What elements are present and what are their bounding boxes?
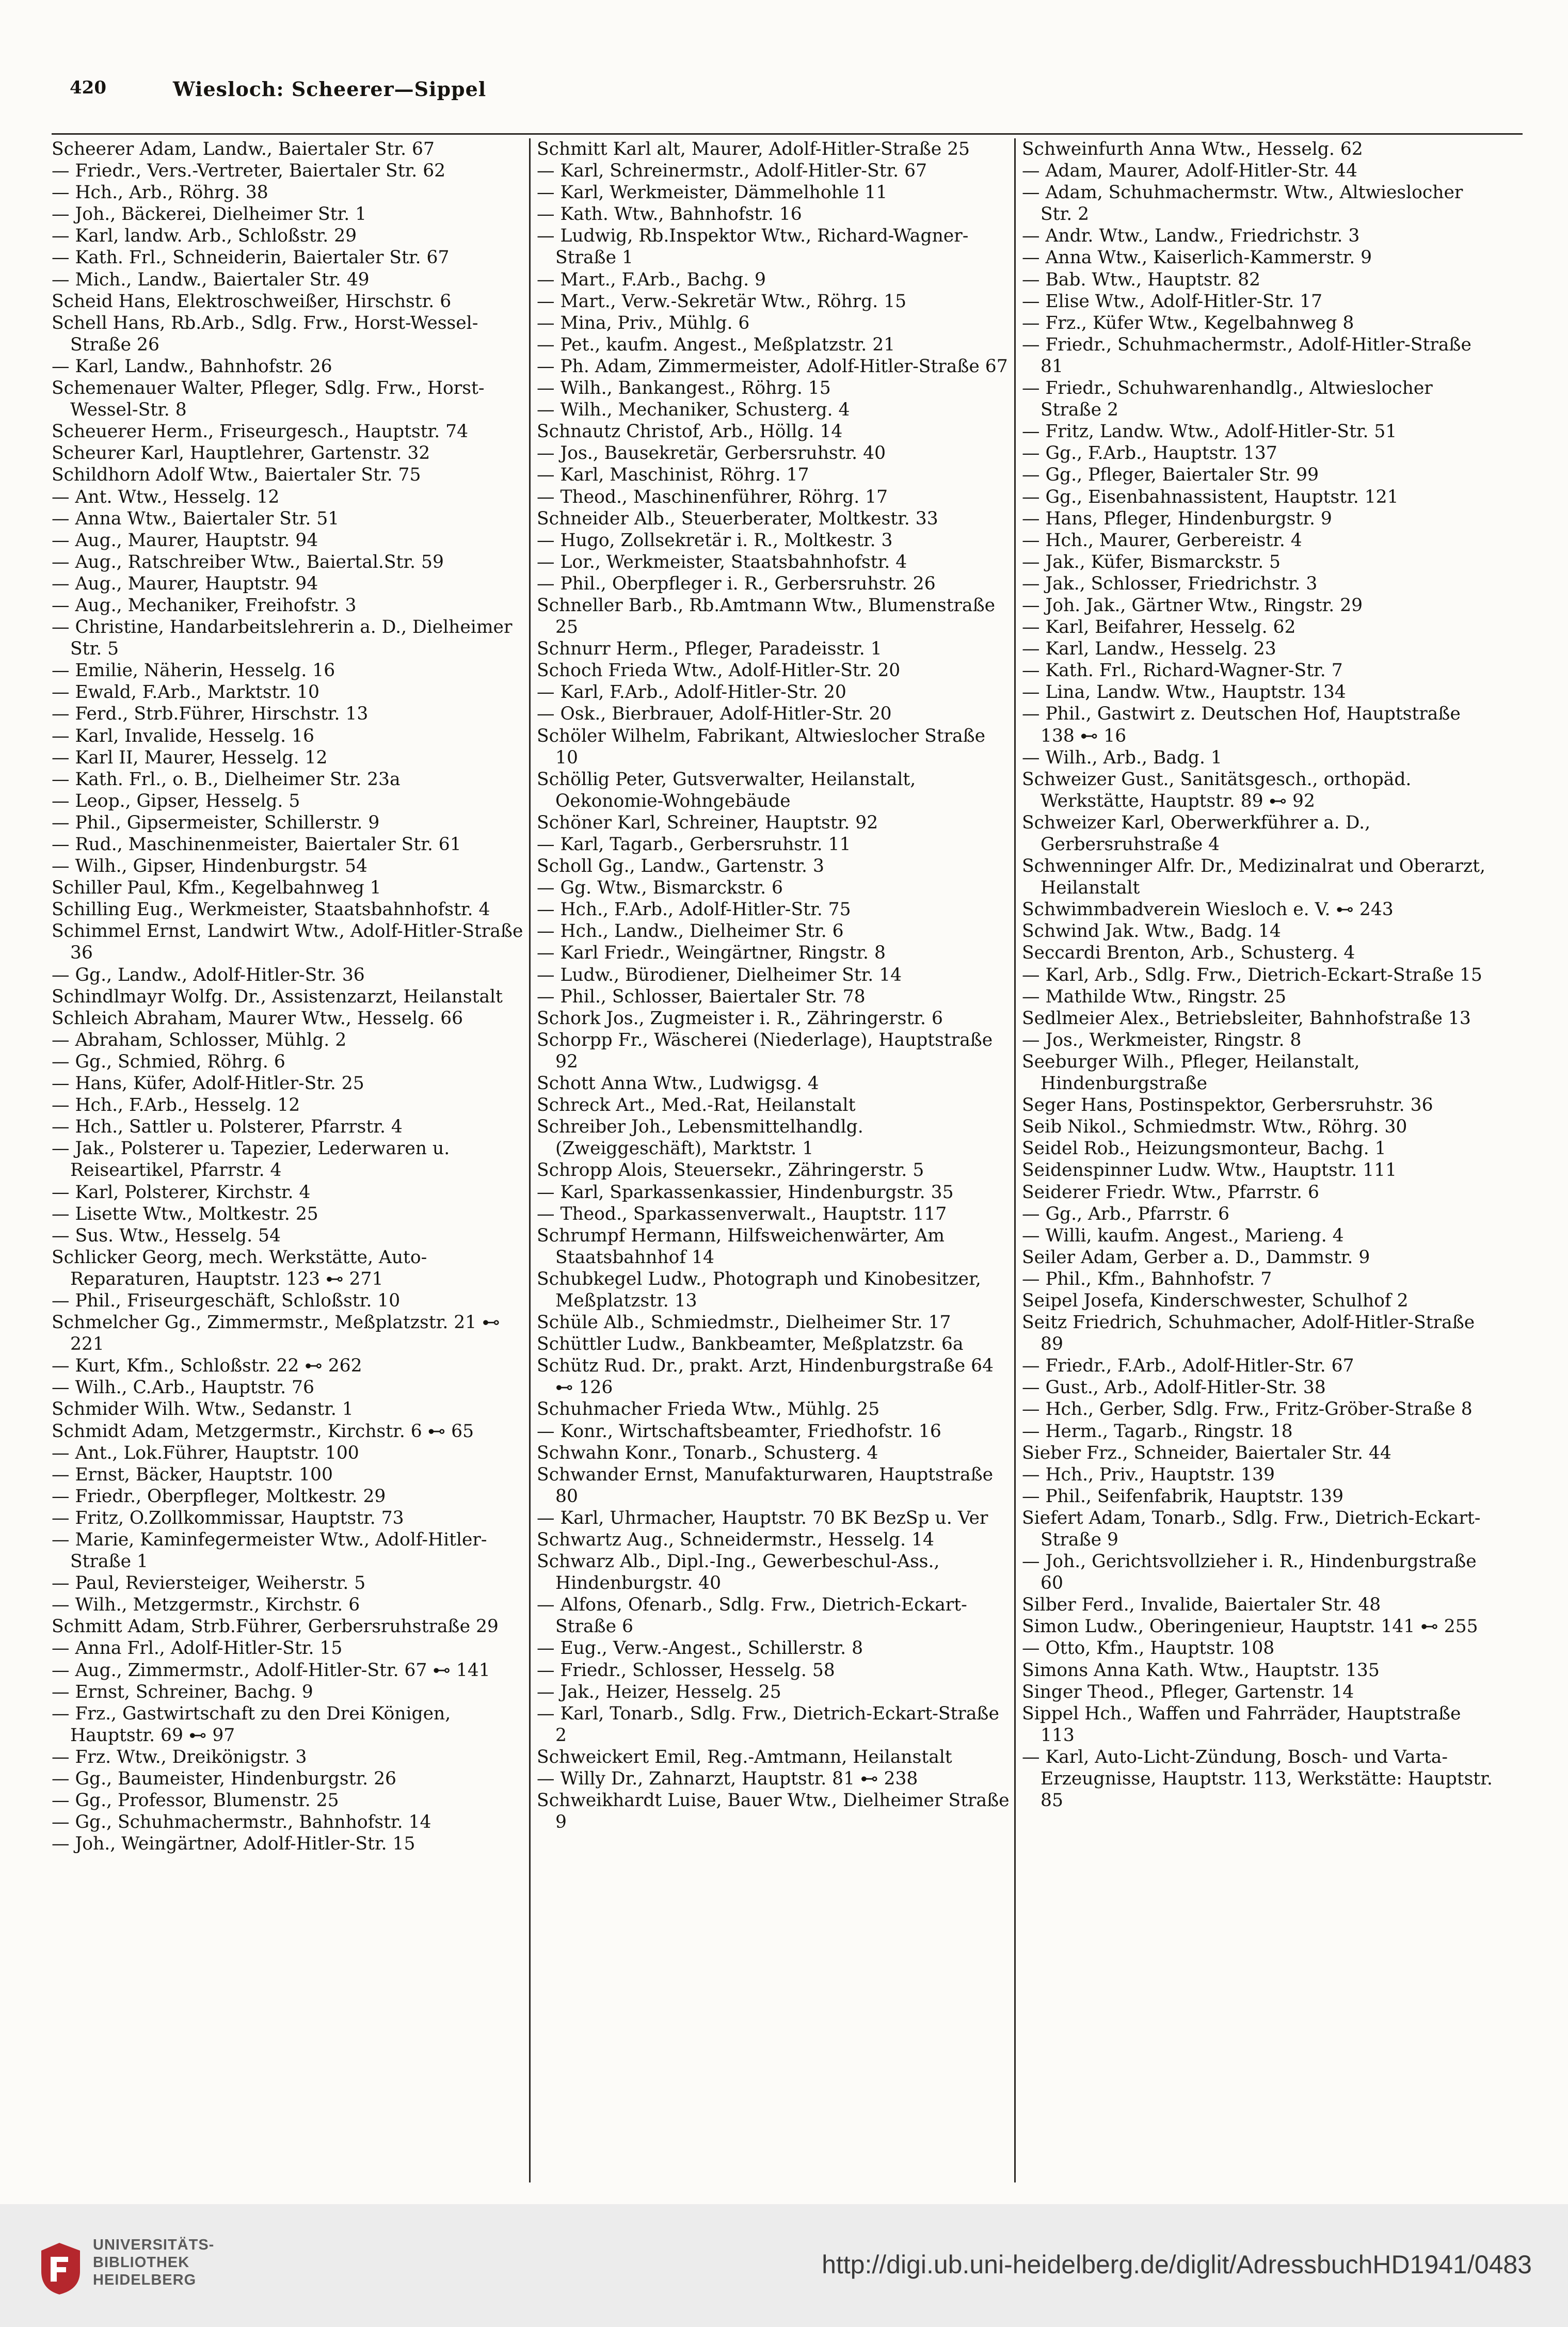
- directory-entry: Sedlmeier Alex., Betriebsleiter, Bahnhofstraße 13: [1022, 1008, 1471, 1029]
- directory-entry: Schropp Alois, Steuersekr., Zähringerstr. 5: [537, 1160, 924, 1181]
- column-divider: [1014, 138, 1016, 2182]
- directory-entry: — Paul, Reviersteiger, Weiherstr. 5: [52, 1573, 366, 1594]
- directory-entry: Schwahn Konr., Tonarb., Schusterg. 4: [537, 1442, 878, 1463]
- directory-entry: Schweinfurth Anna Wtw., Hesselg. 62: [1022, 139, 1363, 160]
- directory-entry: — Karl II, Maurer, Hesselg. 12: [52, 747, 328, 768]
- directory-entry: Schweizer Gust., Sanitätsgesch., orthopäd. Werkstätte, Hauptstr. 89 ⊷ 92: [1022, 769, 1412, 811]
- directory-entry: — Hch., Landw., Dielheimer Str. 6: [537, 921, 844, 942]
- directory-entry: — Ernst, Schreiner, Bachg. 9: [52, 1681, 313, 1702]
- directory-entry: — Karl Friedr., Weingärtner, Ringstr. 8: [537, 943, 886, 964]
- directory-entry: Seib Nikol., Schmiedmstr. Wtw., Röhrg. 30: [1022, 1117, 1407, 1138]
- directory-entry: — Karl, Landw., Hesselg. 23: [1022, 639, 1276, 660]
- directory-entry: — Willi, kaufm. Angest., Marieng. 4: [1022, 1225, 1344, 1246]
- directory-entry: — Alfons, Ofenarb., Sdlg. Frw., Dietrich-Eckart-Straße 6: [537, 1595, 967, 1637]
- directory-entry: — Bab. Wtw., Hauptstr. 82: [1022, 269, 1260, 290]
- directory-entry: — Gg., Landw., Adolf-Hitler-Str. 36: [52, 964, 365, 985]
- directory-entry: Singer Theod., Pfleger, Gartenstr. 14: [1022, 1681, 1354, 1702]
- directory-entry: — Gg., Professor, Blumenstr. 25: [52, 1790, 339, 1811]
- directory-entry: Schwartz Aug., Schneidermstr., Hesselg. 14: [537, 1529, 934, 1550]
- directory-entry: — Abraham, Schlosser, Mühlg. 2: [52, 1029, 347, 1050]
- directory-entry: — Ant., Lok.Führer, Hauptstr. 100: [52, 1442, 359, 1463]
- directory-entry: — Wilh., Gipser, Hindenburgstr. 54: [52, 856, 367, 877]
- directory-entry: — Eug., Verw.-Angest., Schillerstr. 8: [537, 1638, 863, 1659]
- directory-entry: Schimmel Ernst, Landwirt Wtw., Adolf-Hitler-Straße 36: [52, 921, 523, 964]
- directory-entry: Simons Anna Kath. Wtw., Hauptstr. 135: [1022, 1660, 1380, 1681]
- column-1: [52, 138, 526, 2182]
- directory-entry: — Phil., Gastwirt z. Deutschen Hof, Hauptstraße 138 ⊷ 16: [1022, 704, 1461, 746]
- directory-columns: [52, 138, 1523, 2182]
- directory-entry: Scholl Gg., Landw., Gartenstr. 3: [537, 856, 824, 877]
- directory-entry: Schöler Wilhelm, Fabrikant, Altwieslocher Straße 10: [537, 725, 986, 768]
- directory-entry: — Hans, Pfleger, Hindenburgstr. 9: [1022, 508, 1332, 529]
- directory-entry: Schwenninger Alfr. Dr., Medizinalrat und Oberarzt, Heilanstalt: [1022, 856, 1486, 899]
- directory-entry: Schnurr Herm., Pfleger, Paradeisstr. 1: [537, 639, 882, 660]
- directory-entry: — Phil., Gipsermeister, Schillerstr. 9: [52, 812, 380, 833]
- directory-entry: — Mart., Verw.-Sekretär Wtw., Röhrg. 15: [537, 291, 907, 312]
- directory-entry: — Mina, Priv., Mühlg. 6: [537, 312, 750, 333]
- directory-entry: — Willy Dr., Zahnarzt, Hauptstr. 81 ⊷ 238: [537, 1768, 918, 1790]
- directory-entry: — Friedr., Oberpfleger, Moltkestr. 29: [52, 1486, 386, 1507]
- directory-entry: — Gg. Wtw., Bismarckstr. 6: [537, 878, 783, 899]
- directory-entry: Seitz Friedrich, Schuhmacher, Adolf-Hitler-Straße 89: [1022, 1312, 1475, 1355]
- directory-entry: Schindlmayr Wolfg. Dr., Assistenzarzt, Heilanstalt: [52, 986, 503, 1007]
- directory-entry: Scheuerer Herm., Friseurgesch., Hauptstr. 74: [52, 421, 469, 442]
- directory-entry: — Leop., Gipser, Hesselg. 5: [52, 790, 300, 811]
- directory-entry: — Ferd., Strb.Führer, Hirschstr. 13: [52, 704, 369, 725]
- directory-entry: Siefert Adam, Tonarb., Sdlg. Frw., Dietrich-Eckart-Straße 9: [1022, 1507, 1481, 1550]
- directory-entry: — Jak., Küfer, Bismarckstr. 5: [1022, 551, 1281, 572]
- directory-entry: — Ludw., Bürodiener, Dielheimer Str. 14: [537, 964, 902, 985]
- directory-entry: Silber Ferd., Invalide, Baiertaler Str. 48: [1022, 1595, 1381, 1616]
- directory-entry: Schreck Art., Med.-Rat, Heilanstalt: [537, 1095, 856, 1116]
- directory-entry: — Karl, F.Arb., Adolf-Hitler-Str. 20: [537, 682, 846, 703]
- library-name: UNIVERSITÄTS- BIBLIOTHEK HEIDELBERG: [93, 2237, 215, 2288]
- directory-entry: — Hugo, Zollsekretär i. R., Moltkestr. 3: [537, 530, 893, 551]
- directory-entry: — Wilh., C.Arb., Hauptstr. 76: [52, 1377, 314, 1398]
- directory-entry: — Gg., Arb., Pfarrstr. 6: [1022, 1203, 1230, 1224]
- directory-entry: — Hch., Gerber, Sdlg. Frw., Fritz-Gröber-Straße 8: [1022, 1399, 1473, 1420]
- directory-entry: Schöllig Peter, Gutsverwalter, Heilanstalt, Oekonomie-Wohngebäude: [537, 769, 916, 811]
- directory-entry: — Hans, Küfer, Adolf-Hitler-Str. 25: [52, 1073, 364, 1094]
- directory-entry: Simon Ludw., Oberingenieur, Hauptstr. 141 ⊷ 255: [1022, 1616, 1478, 1637]
- directory-entry: Schwimmbadverein Wiesloch e. V. ⊷ 243: [1022, 899, 1394, 920]
- directory-entry: — Hch., Priv., Hauptstr. 139: [1022, 1464, 1275, 1485]
- directory-entry: — Gg., Eisenbahnassistent, Hauptstr. 121: [1022, 486, 1399, 507]
- directory-entry: Schmelcher Gg., Zimmermstr., Meßplatzstr. 21 ⊷ 221: [52, 1312, 500, 1355]
- directory-entry: Schneider Alb., Steuerberater, Moltkestr. 33: [537, 508, 938, 529]
- column-divider: [529, 138, 531, 2182]
- directory-entry: — Jos., Werkmeister, Ringstr. 8: [1022, 1029, 1302, 1050]
- directory-entry: — Hch., F.Arb., Adolf-Hitler-Str. 75: [537, 899, 851, 920]
- directory-entry: — Joh., Weingärtner, Adolf-Hitler-Str. 15: [52, 1834, 415, 1855]
- directory-entry: Sippel Hch., Waffen und Fahrräder, Hauptstraße 113: [1022, 1703, 1461, 1746]
- directory-entry: — Theod., Sparkassenverwalt., Hauptstr. 117: [537, 1203, 947, 1224]
- directory-entry: — Kath. Frl., o. B., Dielheimer Str. 23a: [52, 769, 401, 790]
- directory-entry: Schneller Barb., Rb.Amtmann Wtw., Blumenstraße 25: [537, 595, 996, 638]
- directory-entry: — Hch., Arb., Röhrg. 38: [52, 182, 268, 203]
- directory-entry: — Aug., Maurer, Hauptstr. 94: [52, 573, 318, 594]
- directory-entry: Seiler Adam, Gerber a. D., Dammstr. 9: [1022, 1247, 1370, 1268]
- directory-entry: — Anna Frl., Adolf-Hitler-Str. 15: [52, 1638, 343, 1659]
- directory-entry: Seeburger Wilh., Pfleger, Heilanstalt, Hindenburgstraße: [1022, 1051, 1360, 1094]
- directory-entry: — Friedr., Schuhmachermstr., Adolf-Hitler-Straße 81: [1022, 334, 1471, 377]
- directory-entry: — Karl, Sparkassenkassier, Hindenburgstr. 35: [537, 1182, 954, 1203]
- directory-entry: — Rud., Maschinenmeister, Baiertaler Str. 61: [52, 834, 461, 855]
- directory-entry: — Gg., Baumeister, Hindenburgstr. 26: [52, 1768, 396, 1790]
- directory-entry: Seipel Josefa, Kinderschwester, Schulhof 2: [1022, 1290, 1409, 1311]
- directory-entry: — Lor., Werkmeister, Staatsbahnhofstr. 4: [537, 551, 907, 572]
- directory-entry: — Friedr., Schlosser, Hesselg. 58: [537, 1660, 835, 1681]
- directory-entry: Schütz Rud. Dr., prakt. Arzt, Hindenburgstraße 64 ⊷ 126: [537, 1356, 994, 1398]
- directory-entry: Schilling Eug., Werkmeister, Staatsbahnhofstr. 4: [52, 899, 490, 920]
- directory-entry: — Pet., kaufm. Angest., Meßplatzstr. 21: [537, 334, 895, 355]
- directory-entry: — Jak., Heizer, Hesselg. 25: [537, 1681, 781, 1702]
- directory-entry: — Anna Wtw., Kaiserlich-Kammerstr. 9: [1022, 247, 1372, 268]
- directory-entry: — Karl, Tonarb., Sdlg. Frw., Dietrich-Eckart-Straße 2: [537, 1703, 999, 1746]
- directory-entry: — Emilie, Näherin, Hesselg. 16: [52, 660, 335, 681]
- directory-entry: Seger Hans, Postinspektor, Gerbersruhstr. 36: [1022, 1095, 1433, 1116]
- directory-entry: — Hch., Maurer, Gerbereistr. 4: [1022, 530, 1302, 551]
- directory-entry: — Karl, Auto-Licht-Zündung, Bosch- und Varta-Erzeugnisse, Hauptstr. 113, Werkstätte: Hauptstr. 85: [1022, 1746, 1493, 1811]
- directory-entry: — Kurt, Kfm., Schloßstr. 22 ⊷ 262: [52, 1356, 362, 1377]
- directory-entry: Schöner Karl, Schreiner, Hauptstr. 92: [537, 812, 878, 833]
- directory-entry: — Ludwig, Rb.Inspektor Wtw., Richard-Wagner-Straße 1: [537, 226, 969, 268]
- directory-entry: — Gg., F.Arb., Hauptstr. 137: [1022, 443, 1277, 464]
- directory-entry: — Karl, Polsterer, Kirchstr. 4: [52, 1182, 311, 1203]
- directory-entry: — Karl, Beifahrer, Hesselg. 62: [1022, 617, 1296, 638]
- directory-entry: — Fritz, Landw. Wtw., Adolf-Hitler-Str. 51: [1022, 421, 1397, 442]
- directory-entry: — Kath. Wtw., Bahnhofstr. 16: [537, 204, 802, 225]
- directory-entry: Seccardi Brenton, Arb., Schusterg. 4: [1022, 943, 1355, 964]
- directory-entry: — Wilh., Bankangest., Röhrg. 15: [537, 378, 831, 399]
- directory-entry: Schüttler Ludw., Bankbeamter, Meßplatzstr. 6a: [537, 1334, 964, 1355]
- directory-entry: Schmitt Karl alt, Maurer, Adolf-Hitler-Straße 25: [537, 139, 970, 160]
- directory-entry: — Karl, Werkmeister, Dämmelhohle 11: [537, 182, 888, 203]
- column-3: [1022, 138, 1497, 2182]
- directory-entry: Schüle Alb., Schmiedmstr., Dielheimer Str. 17: [537, 1312, 951, 1333]
- directory-entry: — Herm., Tagarb., Ringstr. 18: [1022, 1421, 1293, 1442]
- directory-entry: Schmitt Adam, Strb.Führer, Gerbersruhstraße 29: [52, 1616, 499, 1637]
- header-rule: [52, 133, 1523, 135]
- footer-band: [0, 2204, 1568, 2327]
- directory-entry: — Adam, Maurer, Adolf-Hitler-Str. 44: [1022, 161, 1357, 182]
- directory-entry: — Karl, Schreinermstr., Adolf-Hitler-Str. 67: [537, 161, 927, 182]
- directory-entry: — Phil., Friseurgeschäft, Schloßstr. 10: [52, 1290, 401, 1311]
- directory-entry: Schuhmacher Frieda Wtw., Mühlg. 25: [537, 1399, 880, 1420]
- directory-entry: — Frz., Gastwirtschaft zu den Drei Königen, Hauptstr. 69 ⊷ 97: [52, 1703, 451, 1746]
- directory-entry: — Karl, Maschinist, Röhrg. 17: [537, 465, 809, 486]
- directory-entry: — Gg., Schmied, Röhrg. 6: [52, 1051, 285, 1072]
- directory-entry: — Ernst, Bäcker, Hauptstr. 100: [52, 1464, 333, 1485]
- directory-entry: — Gg., Pfleger, Baiertaler Str. 99: [1022, 465, 1319, 486]
- directory-entry: — Elise Wtw., Adolf-Hitler-Str. 17: [1022, 291, 1323, 312]
- directory-entry: Schoch Frieda Wtw., Adolf-Hitler-Str. 20: [537, 660, 901, 681]
- directory-entry: — Joh., Gerichtsvollzieher i. R., Hindenburgstraße 60: [1022, 1551, 1477, 1594]
- directory-entry: — Joh., Bäckerei, Dielheimer Str. 1: [52, 204, 367, 225]
- directory-entry: Schrumpf Hermann, Hilfsweichenwärter, Am Staatsbahnhof 14: [537, 1225, 945, 1268]
- directory-entry: — Phil., Seifenfabrik, Hauptstr. 139: [1022, 1486, 1344, 1507]
- directory-entry: Schwander Ernst, Manufakturwaren, Hauptstraße 80: [537, 1464, 994, 1507]
- running-title: Wiesloch: Scheerer—Sippel: [173, 77, 487, 101]
- directory-entry: — Otto, Kfm., Hauptstr. 108: [1022, 1638, 1275, 1659]
- directory-entry: — Gust., Arb., Adolf-Hitler-Str. 38: [1022, 1377, 1326, 1398]
- directory-entry: — Phil., Oberpfleger i. R., Gerbersruhstr. 26: [537, 573, 936, 594]
- directory-entry: — Karl, Arb., Sdlg. Frw., Dietrich-Eckart-Straße 15: [1022, 964, 1482, 985]
- directory-entry: — Ewald, F.Arb., Marktstr. 10: [52, 682, 319, 703]
- directory-entry: Scheid Hans, Elektroschweißer, Hirschstr. 6: [52, 291, 452, 312]
- column-2: [537, 138, 1012, 2182]
- directory-entry: — Kath. Frl., Richard-Wagner-Str. 7: [1022, 660, 1343, 681]
- directory-entry: — Fritz, O.Zollkommissar, Hauptstr. 73: [52, 1507, 404, 1528]
- directory-entry: Schmidt Adam, Metzgermstr., Kirchstr. 6 ⊷ 65: [52, 1421, 474, 1442]
- directory-entry: — Anna Wtw., Baiertaler Str. 51: [52, 508, 340, 529]
- directory-entry: — Frz. Wtw., Dreikönigstr. 3: [52, 1746, 307, 1767]
- directory-entry: — Jak., Schlosser, Friedrichstr. 3: [1022, 573, 1318, 594]
- directory-entry: — Hch., F.Arb., Hesselg. 12: [52, 1095, 300, 1116]
- directory-entry: Seiderer Friedr. Wtw., Pfarrstr. 6: [1022, 1182, 1319, 1203]
- directory-entry: Scheerer Adam, Landw., Baiertaler Str. 67: [52, 139, 435, 160]
- directory-entry: — Jos., Bausekretär, Gerbersruhstr. 40: [537, 443, 886, 464]
- directory-entry: — Wilh., Arb., Badg. 1: [1022, 747, 1222, 768]
- directory-entry: — Karl, Uhrmacher, Hauptstr. 70 BK BezSp u. Ver: [537, 1507, 988, 1528]
- directory-entry: Schnautz Christof, Arb., Höllg. 14: [537, 421, 843, 442]
- directory-entry: Schorpp Fr., Wäscherei (Niederlage), Hauptstraße 92: [537, 1029, 993, 1072]
- directory-entry: Schwind Jak. Wtw., Badg. 14: [1022, 921, 1281, 942]
- directory-entry: Schork Jos., Zugmeister i. R., Zähringerstr. 6: [537, 1008, 943, 1029]
- directory-entry: Schubkegel Ludw., Photograph und Kinobesitzer, Meßplatzstr. 13: [537, 1268, 981, 1311]
- directory-entry: Scheurer Karl, Hauptlehrer, Gartenstr. 32: [52, 443, 430, 464]
- directory-entry: — Karl, Invalide, Hesselg. 16: [52, 725, 314, 746]
- directory-entry: Schiller Paul, Kfm., Kegelbahnweg 1: [52, 878, 381, 899]
- directory-entry: — Phil., Schlosser, Baiertaler Str. 78: [537, 986, 866, 1007]
- directory-entry: — Marie, Kaminfegermeister Wtw., Adolf-Hitler-Straße 1: [52, 1529, 487, 1572]
- directory-entry: — Karl, Tagarb., Gerbersruhstr. 11: [537, 834, 851, 855]
- directory-entry: Schweizer Karl, Oberwerkführer a. D., Gerbersruhstraße 4: [1022, 812, 1371, 855]
- directory-entry: — Aug., Maurer, Hauptstr. 94: [52, 530, 318, 551]
- directory-entry: Schell Hans, Rb.Arb., Sdlg. Frw., Horst-Wessel-Straße 26: [52, 312, 478, 355]
- directory-entry: — Ant. Wtw., Hesselg. 12: [52, 486, 280, 507]
- directory-entry: — Mart., F.Arb., Bachg. 9: [537, 269, 766, 290]
- directory-entry: Seidel Rob., Heizungsmonteur, Bachg. 1: [1022, 1138, 1386, 1159]
- directory-entry: — Lina, Landw. Wtw., Hauptstr. 134: [1022, 682, 1346, 703]
- directory-entry: — Joh. Jak., Gärtner Wtw., Ringstr. 29: [1022, 595, 1363, 616]
- source-url[interactable]: http://digi.ub.uni-heidelberg.de/diglit/AdressbuchHD1941/0483: [822, 2250, 1532, 2279]
- page-number: 420: [70, 77, 106, 98]
- directory-entry: Schwarz Alb., Dipl.-Ing., Gewerbeschul-Ass., Hindenburgstr. 40: [537, 1551, 940, 1594]
- directory-entry: — Frz., Küfer Wtw., Kegelbahnweg 8: [1022, 312, 1354, 333]
- directory-entry: Schleich Abraham, Maurer Wtw., Hesselg. 66: [52, 1008, 463, 1029]
- directory-entry: — Gg., Schuhmachermstr., Bahnhofstr. 14: [52, 1812, 431, 1833]
- directory-entry: Schweikhardt Luise, Bauer Wtw., Dielheimer Straße 9: [537, 1790, 1010, 1833]
- directory-entry: — Friedr., F.Arb., Adolf-Hitler-Str. 67: [1022, 1356, 1354, 1377]
- directory-entry: — Jak., Polsterer u. Tapezier, Lederwaren u. Reiseartikel, Pfarrstr. 4: [52, 1138, 450, 1181]
- directory-entry: — Hch., Sattler u. Polsterer, Pfarrstr. 4: [52, 1117, 403, 1138]
- directory-entry: Schildhorn Adolf Wtw., Baiertaler Str. 75: [52, 465, 421, 486]
- directory-entry: Schmider Wilh. Wtw., Sedanstr. 1: [52, 1399, 354, 1420]
- directory-entry: Seidenspinner Ludw. Wtw., Hauptstr. 111: [1022, 1160, 1397, 1181]
- directory-entry: — Aug., Zimmermstr., Adolf-Hitler-Str. 67 ⊷ 141: [52, 1660, 490, 1681]
- directory-entry: — Kath. Frl., Schneiderin, Baiertaler Str. 67: [52, 247, 450, 268]
- directory-entry: — Aug., Ratschreiber Wtw., Baiertal.Str. 59: [52, 551, 444, 572]
- directory-entry: — Wilh., Mechaniker, Schusterg. 4: [537, 400, 850, 421]
- directory-entry: — Friedr., Schuhwarenhandlg., Altwieslocher Straße 2: [1022, 378, 1433, 421]
- page-header: [70, 77, 1515, 114]
- directory-entry: — Christine, Handarbeitslehrerin a. D., Dielheimer Str. 5: [52, 617, 513, 660]
- directory-entry: — Phil., Kfm., Bahnhofstr. 7: [1022, 1268, 1272, 1289]
- directory-entry: — Aug., Mechaniker, Freihofstr. 3: [52, 595, 357, 616]
- directory-entry: — Theod., Maschinenführer, Röhrg. 17: [537, 486, 888, 507]
- directory-entry: Schott Anna Wtw., Ludwigsg. 4: [537, 1073, 819, 1094]
- directory-entry: — Karl, landw. Arb., Schloßstr. 29: [52, 226, 357, 247]
- directory-entry: — Andr. Wtw., Landw., Friedrichstr. 3: [1022, 226, 1360, 247]
- directory-entry: — Wilh., Metzgermstr., Kirchstr. 6: [52, 1595, 360, 1616]
- directory-entry: — Lisette Wtw., Moltkestr. 25: [52, 1203, 318, 1224]
- directory-entry: Sieber Frz., Schneider, Baiertaler Str. 44: [1022, 1442, 1391, 1463]
- directory-entry: — Friedr., Vers.-Vertreter, Baiertaler Str. 62: [52, 161, 446, 182]
- library-logo-icon: [36, 2240, 85, 2297]
- directory-entry: — Ph. Adam, Zimmermeister, Adolf-Hitler-Straße 67: [537, 356, 1008, 377]
- directory-entry: — Sus. Wtw., Hesselg. 54: [52, 1225, 281, 1246]
- directory-entry: Schreiber Joh., Lebensmittelhandlg. (Zweiggeschäft), Marktstr. 1: [537, 1117, 863, 1159]
- directory-entry: Schlicker Georg, mech. Werkstätte, Auto-Reparaturen, Hauptstr. 123 ⊷ 271: [52, 1247, 427, 1289]
- directory-entry: — Osk., Bierbrauer, Adolf-Hitler-Str. 20: [537, 704, 892, 725]
- directory-entry: — Adam, Schuhmachermstr. Wtw., Altwieslocher Str. 2: [1022, 182, 1463, 225]
- directory-entry: — Karl, Landw., Bahnhofstr. 26: [52, 356, 332, 377]
- directory-entry: Schweickert Emil, Reg.-Amtmann, Heilanstalt: [537, 1746, 952, 1767]
- directory-entry: Schemenauer Walter, Pfleger, Sdlg. Frw., Horst-Wessel-Str. 8: [52, 378, 485, 421]
- directory-entry: — Mathilde Wtw., Ringstr. 25: [1022, 986, 1287, 1007]
- directory-entry: — Mich., Landw., Baiertaler Str. 49: [52, 269, 370, 290]
- directory-entry: — Konr., Wirtschaftsbeamter, Friedhofstr. 16: [537, 1421, 941, 1442]
